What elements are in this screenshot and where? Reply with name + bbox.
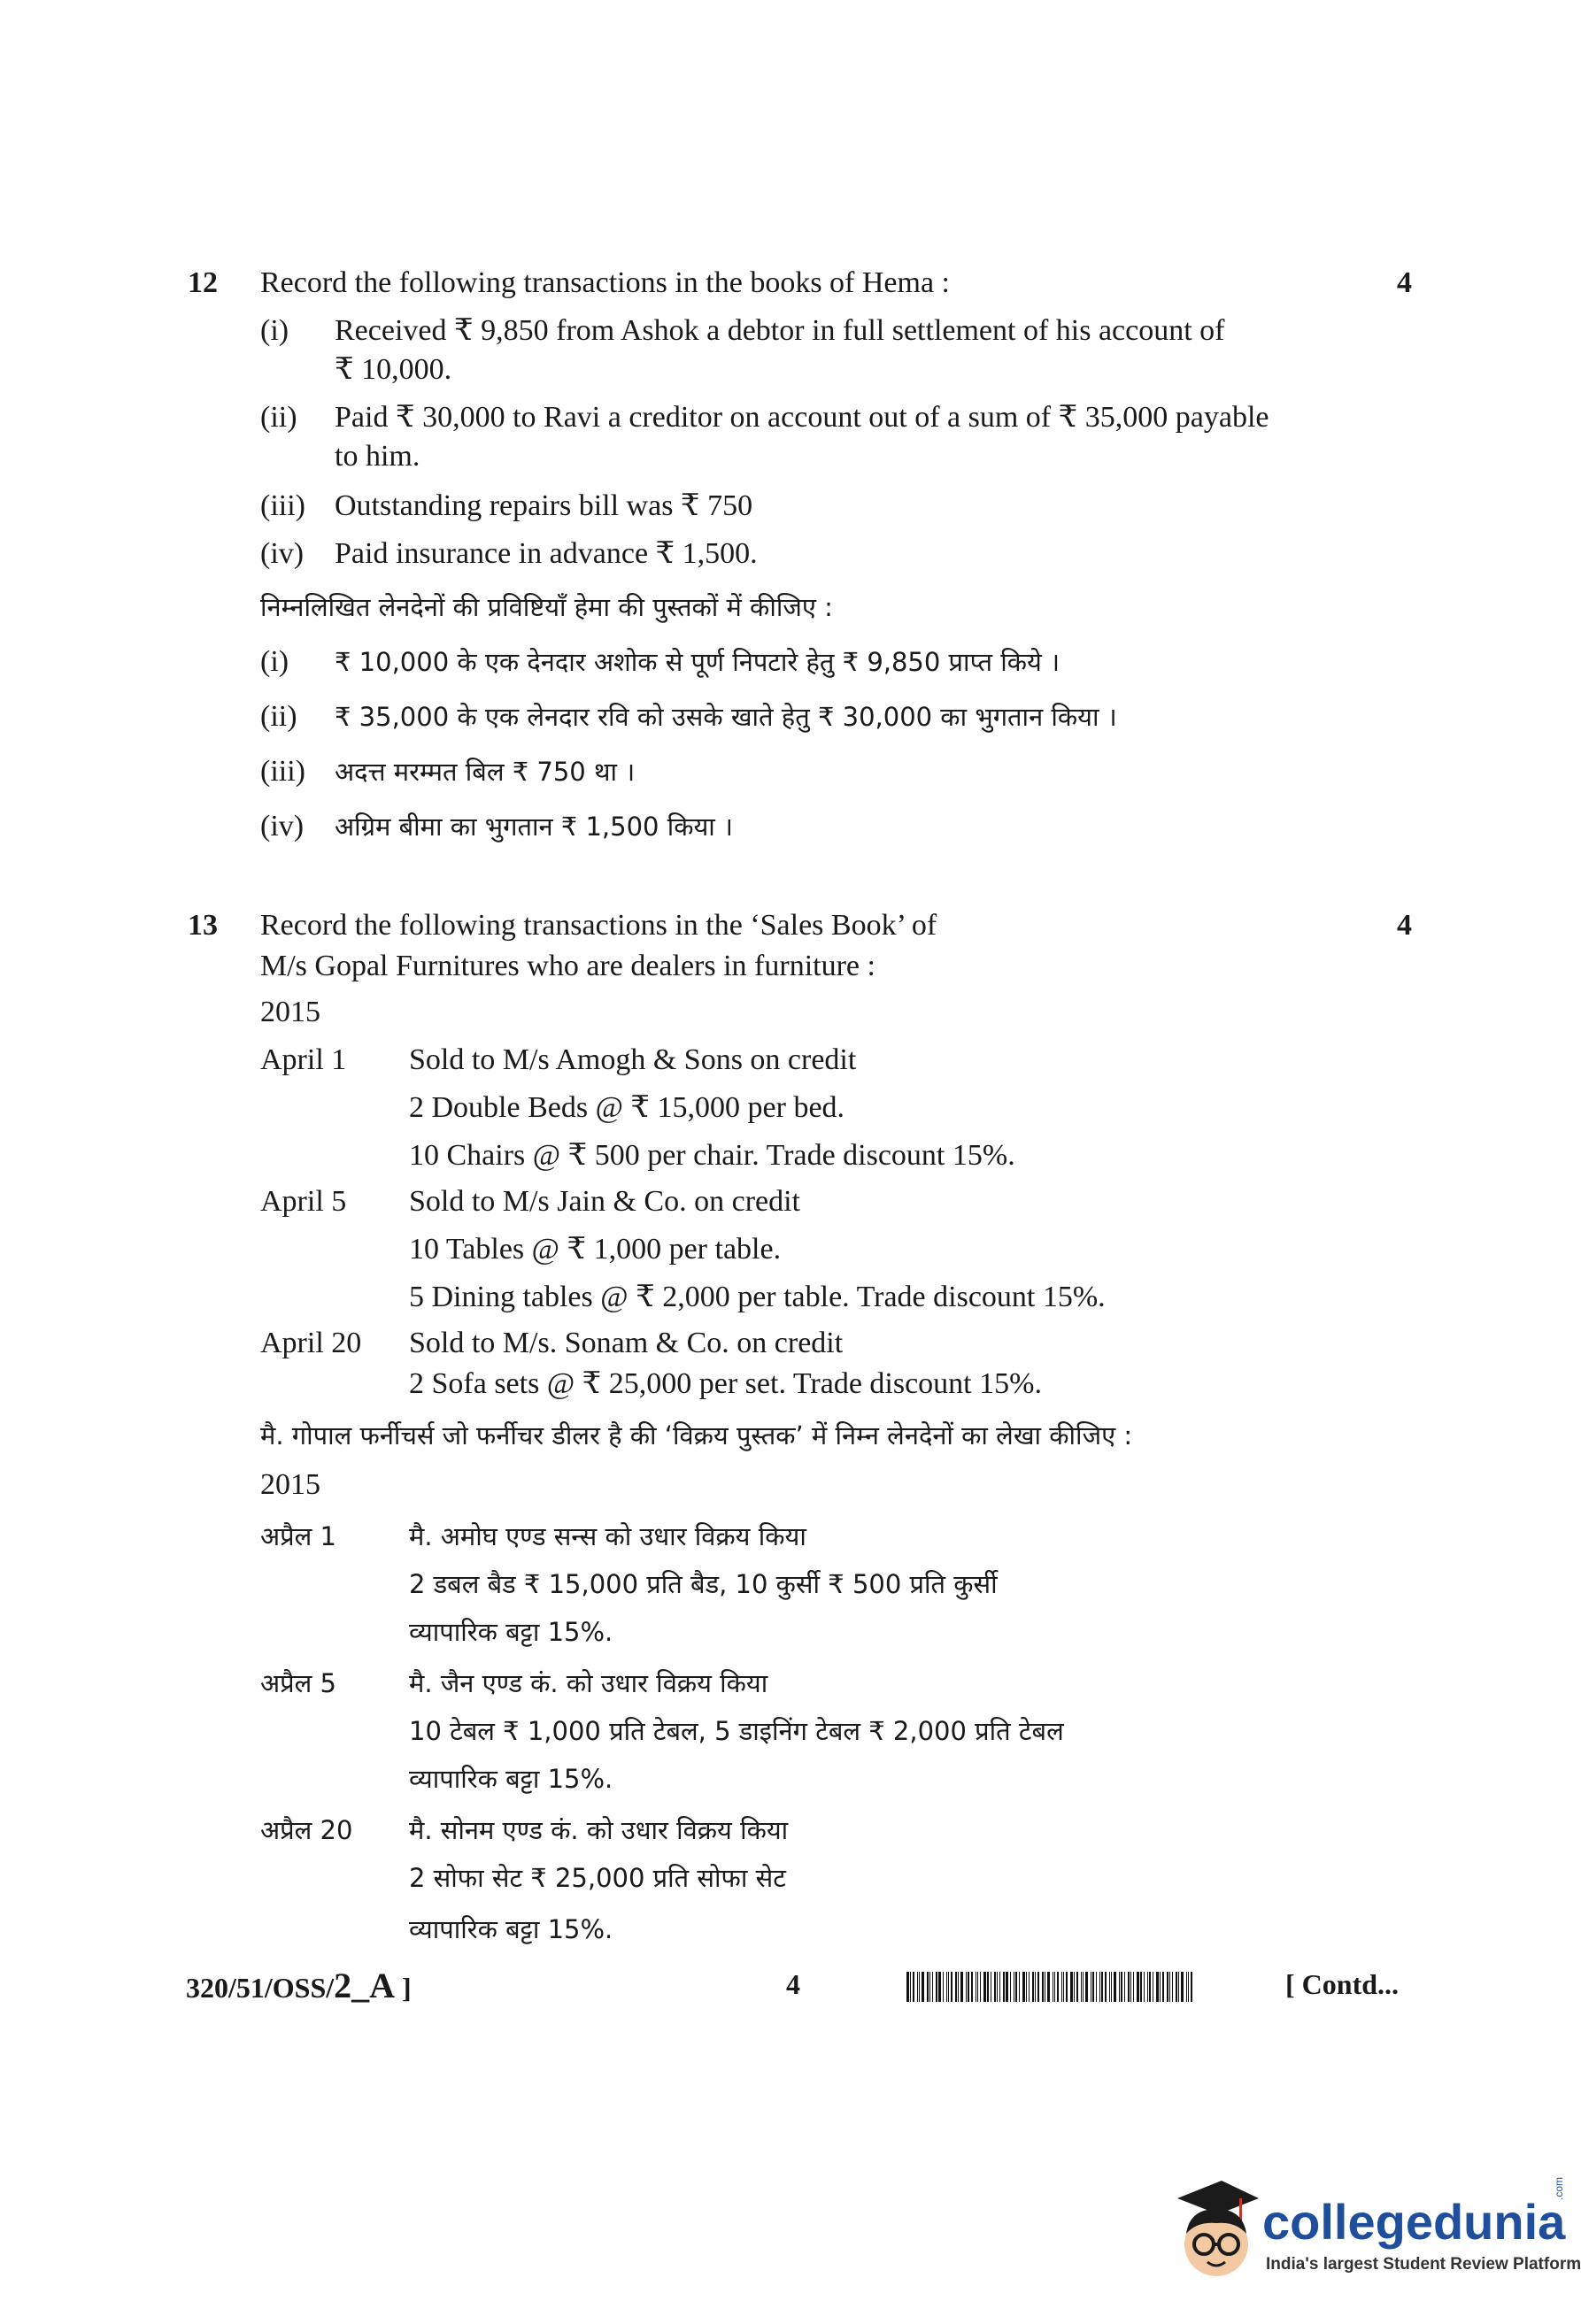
barcode-bar: [1109, 1972, 1110, 2002]
q13-date-hi: अप्रैल 20: [260, 1815, 353, 1845]
page-number: 4: [786, 1968, 800, 2000]
q12-item-label: (i): [260, 314, 289, 347]
q13-entry-hi: मै. अमोघ एण्ड सन्स को उधार विक्रय किया: [409, 1521, 806, 1551]
q13-entry-line: 5 Dining tables @ ₹ 2,000 per table. Trade discount 15%.: [409, 1281, 1106, 1313]
barcode-bar: [1057, 1972, 1059, 2002]
q13-entry-hi: व्यापारिक बट्टा 15%.: [409, 1764, 613, 1794]
logo-tagline: India's largest Student Review Platform: [1266, 2255, 1581, 2274]
q12-item-label: (iv): [260, 537, 305, 570]
barcode-bar: [1032, 1972, 1034, 2002]
q12-hi-text: ₹ 10,000 के एक देनदार अशोक से पूर्ण निपटारे हेतु ₹ 9,850 प्राप्त किये ।: [335, 647, 1060, 677]
barcode-bar: [1061, 1972, 1062, 2002]
q12-item-label: (iii): [260, 489, 305, 522]
barcode-bar: [1160, 1972, 1161, 2002]
logo-wordmark: collegedunia: [1262, 2194, 1566, 2250]
barcode-bar: [1181, 1972, 1184, 2002]
q13-entry-line: Sold to M/s Amogh & Sons on credit: [409, 1043, 857, 1076]
barcode-bar: [977, 1972, 978, 2002]
q12-hi-label: (iv): [260, 810, 305, 843]
barcode-bar: [1047, 1972, 1050, 2002]
q13-entry-hi: 10 टेबल ₹ 1,000 प्रति टेबल, 5 डाइनिंग टेबल ₹ 2,000 प्रति टेबल: [409, 1716, 1064, 1746]
barcode-bar: [987, 1972, 989, 2002]
q12-hi-label: (ii): [260, 700, 297, 733]
barcode-bar: [1099, 1972, 1100, 2002]
logo-suffix: .com: [1553, 2176, 1565, 2200]
q13-entry-line: Sold to M/s. Sonam & Co. on credit: [409, 1327, 844, 1359]
barcode-bar: [1063, 1972, 1064, 2002]
barcode-bar: [1035, 1972, 1036, 2002]
barcode-bar: [917, 1972, 918, 2002]
barcode-bar: [1147, 1972, 1148, 2002]
barcode-bar: [955, 1972, 957, 2002]
barcode-bar: [1130, 1972, 1131, 2002]
q12-intro-hi: निम्नलिखित लेनदेनों की प्रविष्टियाँ हेमा की पुस्तकों में कीजिए :: [260, 592, 833, 622]
barcode-bar: [929, 1972, 930, 2002]
barcode-bar: [983, 1972, 986, 2002]
q13-date: April 20: [260, 1327, 362, 1359]
q12-item-label: (ii): [260, 401, 297, 434]
q13-intro-en: Record the following transactions in the ‘Sales Book’ of: [260, 909, 937, 942]
q13-entry-line: Sold to M/s Jain & Co. on credit: [409, 1185, 800, 1218]
q13-entry-line: 2 Double Beds @ ₹ 15,000 per bed.: [409, 1091, 845, 1124]
q13-marks: 4: [1397, 909, 1412, 942]
q12-item-text-cont: ₹ 10,000.: [335, 353, 452, 386]
q13-entry-hi: व्यापारिक बट्टा 15%.: [409, 1617, 613, 1647]
barcode-bar: [913, 1972, 914, 2002]
barcode-bar: [1114, 1972, 1116, 2002]
q13-date-hi: अप्रैल 1: [260, 1521, 336, 1551]
barcode-bar: [1169, 1972, 1170, 2002]
q12-hi-text: ₹ 35,000 के एक लेनदार रवि को उसके खाते हेतु ₹ 30,000 का भुगतान किया ।: [335, 702, 1117, 732]
barcode-bar: [1121, 1972, 1122, 2002]
barcode-bar: [1172, 1972, 1173, 2002]
q12-item-text: Outstanding repairs bill was ₹ 750: [335, 489, 753, 522]
student-mascot-icon: [1160, 2168, 1266, 2292]
barcode-bar: [1083, 1972, 1084, 2002]
q13-year: 2015: [260, 996, 320, 1028]
barcode-bar: [1101, 1972, 1103, 2002]
barcode-bar: [1176, 1972, 1177, 2002]
barcode-bar: [994, 1972, 996, 2002]
q13-date: April 5: [260, 1185, 347, 1218]
paper-code-suffix: ]: [395, 1972, 412, 2004]
barcode-bar: [1022, 1972, 1025, 2002]
barcode-bar: [948, 1972, 949, 2002]
q13-intro-en-cont: M/s Gopal Furnitures who are dealers in furniture :: [260, 950, 875, 982]
barcode-bar: [938, 1972, 941, 2002]
barcode-bar: [958, 1972, 959, 2002]
q12-hi-label: (iii): [260, 755, 305, 788]
collegedunia-logo: [1160, 2168, 1581, 2301]
barcode-bar: [1026, 1972, 1027, 2002]
barcode-bar: [1149, 1972, 1151, 2002]
paper-code-prefix: 320/51/OSS/: [186, 1972, 335, 2004]
barcode-bar: [1070, 1972, 1073, 2002]
barcode-bar: [932, 1972, 933, 2002]
barcode-bar: [936, 1972, 937, 2002]
barcode-bar: [968, 1972, 969, 2002]
barcode-bar: [1119, 1972, 1120, 2002]
barcode-bar: [1092, 1972, 1094, 2002]
q12-item-text: Paid insurance in advance ₹ 1,500.: [335, 537, 758, 570]
barcode-bar: [1085, 1972, 1088, 2002]
barcode-bar: [1010, 1972, 1011, 2002]
barcode-bar: [966, 1972, 967, 2002]
barcode-bar: [1029, 1972, 1030, 2002]
q13-entry-hi: 2 सोफा सेट ₹ 25,000 प्रति सोफा सेट: [409, 1863, 786, 1893]
barcode-bar: [906, 1972, 909, 2002]
barcode-bar: [960, 1972, 963, 2002]
q13-date-hi: अप्रैल 5: [260, 1668, 336, 1698]
barcode-bar: [1096, 1972, 1097, 2002]
q12-item-text-cont: to him.: [335, 440, 420, 473]
paper-code: [186, 1965, 412, 2006]
barcode-bar: [1081, 1972, 1082, 2002]
paper-code-set: 2_A: [334, 1966, 396, 2005]
barcode-bar: [1162, 1972, 1164, 2002]
q12-item-text: Received ₹ 9,850 from Ashok a debtor in full settlement of his account of: [335, 314, 1225, 347]
q13-number: 13: [188, 909, 218, 942]
barcode-bar: [1140, 1972, 1142, 2002]
barcode-bar: [980, 1972, 981, 2002]
barcode-bar: [1111, 1972, 1112, 2002]
q12-marks: 4: [1397, 266, 1412, 299]
barcode-bar: [1178, 1972, 1179, 2002]
barcode-bar: [910, 1972, 911, 2002]
barcode-bar: [997, 1972, 998, 2002]
q12-number: 12: [188, 266, 218, 299]
contd-label: [ Contd...: [1285, 1968, 1400, 2000]
barcode-bar: [1066, 1972, 1068, 2002]
barcode-bar: [922, 1972, 924, 2002]
barcode-bar: [1015, 1972, 1017, 2002]
barcode-bar: [1137, 1972, 1139, 2002]
barcode-bar: [999, 1972, 1000, 2002]
q13-entry-line: 10 Tables @ ₹ 1,000 per table.: [409, 1233, 782, 1266]
barcode-bar: [1105, 1972, 1107, 2002]
barcode-bar: [1191, 1972, 1192, 2002]
q12-item-text: Paid ₹ 30,000 to Ravi a creditor on account out of a sum of ₹ 35,000 payable: [335, 401, 1269, 434]
barcode-bar: [1019, 1972, 1020, 2002]
barcode-bar: [1074, 1972, 1075, 2002]
barcode-bar: [1188, 1972, 1189, 2002]
barcode-bar: [1128, 1972, 1130, 2002]
barcode-bar: [1076, 1972, 1078, 2002]
barcode-bar: [1167, 1972, 1168, 2002]
barcode-bar: [1003, 1972, 1005, 2002]
barcode-bar: [1186, 1972, 1187, 2002]
q13-entry-hi: मै. सोनम एण्ड कं. को उधार विक्रय किया: [409, 1815, 789, 1845]
barcode: [906, 1972, 1246, 2002]
barcode-bar: [946, 1972, 947, 2002]
barcode-bar: [1054, 1972, 1055, 2002]
barcode-bar: [943, 1972, 944, 2002]
q13-entry-line: 2 Sofa sets @ ₹ 25,000 per set. Trade discount 15%.: [409, 1367, 1042, 1400]
barcode-bar: [927, 1972, 929, 2002]
q13-entry-hi: 2 डबल बैड ₹ 15,000 प्रति बैड, 10 कुर्सी ₹ 500 प्रति कुर्सी: [409, 1569, 998, 1599]
q12-hi-text: अदत्त मरम्मत बिल ₹ 750 था ।: [335, 757, 636, 787]
q12-hi-text: अग्रिम बीमा का भुगतान ₹ 1,500 किया ।: [335, 812, 734, 842]
q13-date: April 1: [260, 1043, 347, 1076]
barcode-bar: [1006, 1972, 1008, 2002]
q13-year-hi: 2015: [260, 1468, 320, 1501]
q13-entry-hi: मै. जैन एण्ड कं. को उधार विक्रय किया: [409, 1668, 768, 1698]
barcode-bar: [1124, 1972, 1125, 2002]
barcode-bar: [1042, 1972, 1044, 2002]
q13-entry-line: 10 Chairs @ ₹ 500 per chair. Trade discount 15%.: [409, 1139, 1015, 1172]
barcode-bar: [951, 1972, 952, 2002]
barcode-bar: [971, 1972, 973, 2002]
q13-intro-hi: मै. गोपाल फर्नीचर्स जो फर्नीचर डीलर है की ‘विक्रय पुस्तक’ में निम्न लेनदेनों का लेखा कीजिए :: [260, 1420, 1133, 1451]
barcode-bar: [1144, 1972, 1145, 2002]
barcode-bar: [919, 1972, 920, 2002]
q12-hi-label: (i): [260, 645, 289, 678]
q12-intro-en: Record the following transactions in the books of Hema :: [260, 266, 950, 299]
q13-entry-hi: व्यापारिक बट्टा 15%.: [409, 1914, 613, 1944]
barcode-bar: [1156, 1972, 1159, 2002]
barcode-bar: [1037, 1972, 1039, 2002]
barcode-bar: [1133, 1972, 1134, 2002]
